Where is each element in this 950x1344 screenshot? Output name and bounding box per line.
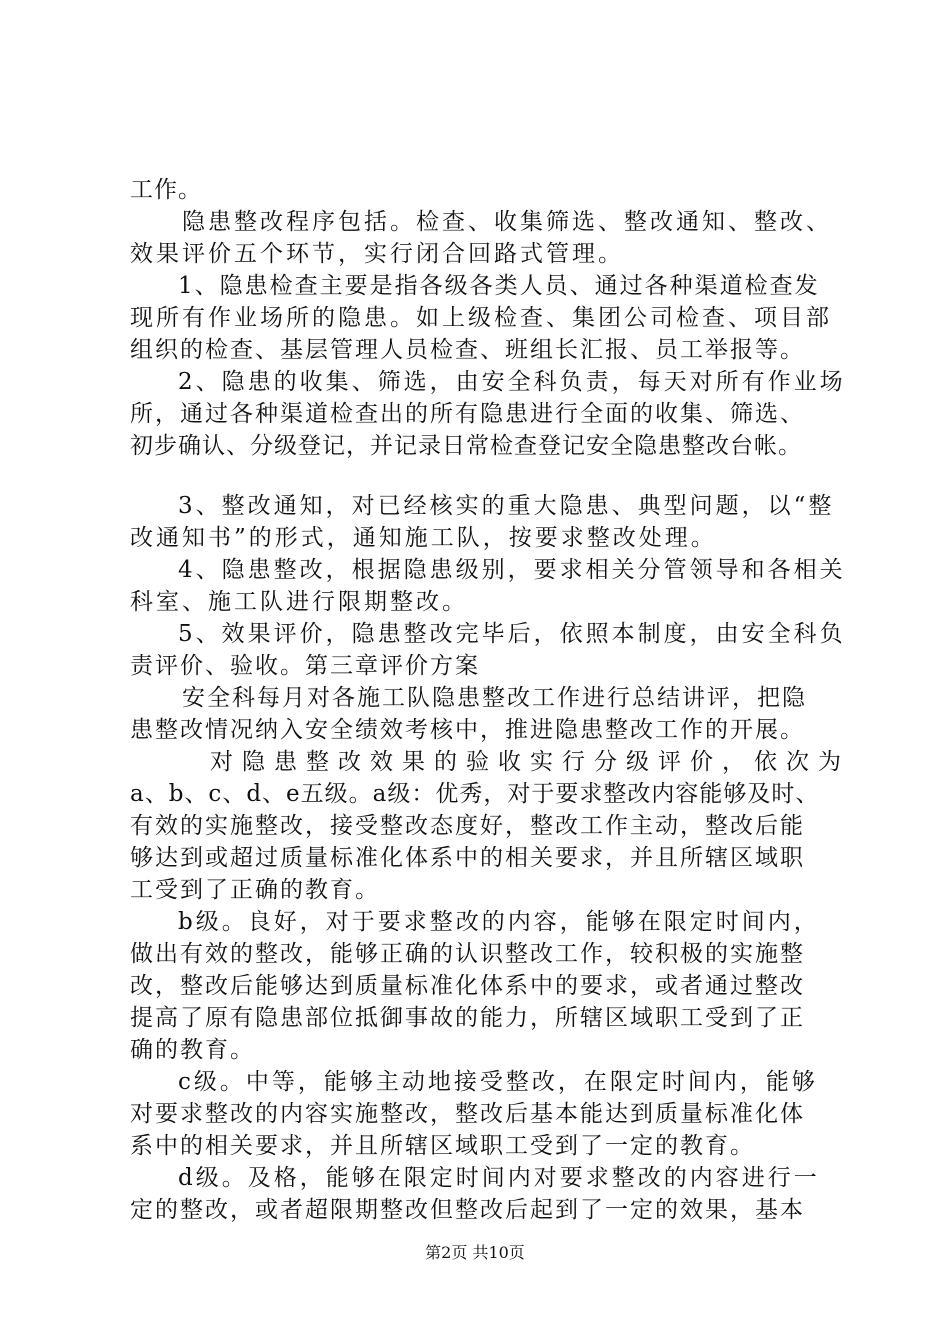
text-line: 有效的实施整改，接受整改态度好，整改工作主动，整改后能: [130, 813, 805, 839]
text-line: c级。中等，能够主动地接受整改，在限定时间内，能够: [178, 1069, 818, 1095]
text-line: 现所有作业场所的隐患。如上级检查、集团公司检查、项目部: [130, 305, 832, 331]
text-line: 4、隐患整改，根据隐患级别，要求相关分管领导和各相关: [178, 557, 846, 583]
page-number-footer: 第2页 共10页: [425, 1243, 525, 1262]
text-line: 3、整改通知，对已经核实的重大隐患、典型问题，以“整: [178, 493, 835, 519]
text-line: 改通知书”的形式，通知施工队，按要求整改处理。: [130, 525, 717, 551]
text-line: 初步确认、分级登记，并记录日常检查登记安全隐患整改台帐。: [130, 433, 802, 459]
text-line: 组织的检查、基层管理人员检查、班组长汇报、员工举报等。: [130, 337, 805, 363]
text-line: 够达到或超过质量标准化体系中的相关要求，并且所辖区域职: [130, 845, 805, 871]
text-line: d级。及格，能够在限定时间内对要求整改的内容进行一: [178, 1165, 820, 1191]
text-line: 所，通过各种渠道检查出的所有隐患进行全面的收集、筛选、: [130, 401, 805, 427]
text-line: 改，整改后能够达到质量标准化体系中的要求，或者通过整改: [130, 973, 805, 999]
text-line: 定的整改，或者超限期整改但整改后起到了一定的效果，基本: [130, 1197, 805, 1223]
text-line: 5、效果评价，隐患整改完毕后，依照本制度，由安全科负: [178, 621, 846, 647]
text-line: 效果评价五个环节，实行闭合回路式管理。: [130, 241, 624, 267]
text-line: 患整改情况纳入安全绩效考核中，推进隐患整改工作的开展。: [130, 717, 805, 743]
text-line: 科室、施工队进行限期整改。: [130, 589, 468, 615]
text-line: 做出有效的整改，能够正确的认识整改工作，较积极的实施整: [130, 941, 805, 967]
text-line: 工受到了正确的教育。: [130, 877, 380, 903]
text-line: 工作。: [130, 177, 202, 203]
text-line: 1、隐患检查主要是指各级各类人员、通过各种渠道检查发: [178, 273, 820, 299]
text-line: 提高了原有隐患部位抵御事故的能力，所辖区域职工受到了正: [130, 1005, 805, 1031]
text-line: 2、隐患的收集、筛选，由安全科负责，每天对所有作业场: [178, 369, 846, 395]
text-line: 责评价、验收。第三章评价方案: [130, 653, 480, 679]
text-line: a、b、c、d、e五级。a级：优秀，对于要求整改内容能够及时、: [130, 781, 820, 807]
text-line: 对隐患整改效果的验收实行分级评价，依次为: [210, 749, 850, 775]
text-line: b级。良好，对于要求整改的内容，能够在限定时间内，: [178, 909, 820, 935]
text-line: 安全科每月对各施工队隐患整改工作进行总结讲评，把隐: [182, 685, 807, 711]
text-line: 隐患整改程序包括。检查、收集筛选、整改通知、整改、: [182, 209, 832, 235]
text-line: 对要求整改的内容实施整改，整改后基本能达到质量标准化体: [130, 1101, 805, 1127]
text-line: 系中的相关要求，并且所辖区域职工受到了一定的教育。: [130, 1133, 755, 1159]
text-line: 确的教育。: [130, 1037, 255, 1063]
